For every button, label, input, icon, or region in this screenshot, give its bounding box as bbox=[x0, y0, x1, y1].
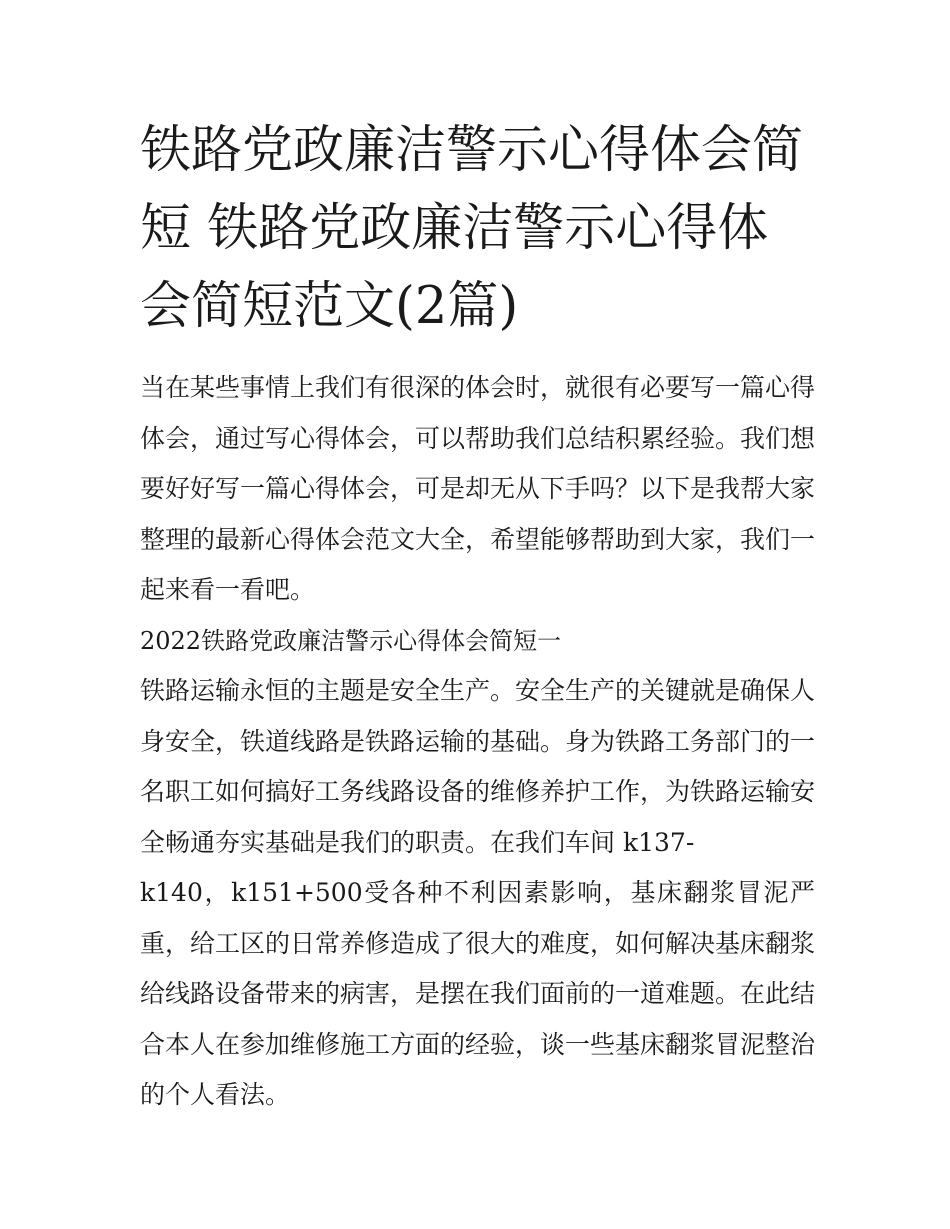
body-paragraph-1: 铁路运输永恒的主题是安全生产。安全生产的关键就是确保人身安全，铁道线路是铁路运输的基础。身为铁路工务部门的一名职工如何搞好工务线路设备的维修养护工作，为铁路运输安全畅通夯实基础是我们的职责。在我们车间 k137- bbox=[140, 676, 816, 857]
section-heading: 2022铁路党政廉洁警示心得体会简短一 bbox=[140, 626, 562, 655]
document-title: 铁路党政廉洁警示心得体会简短 铁路党政廉洁警示心得体会简短范文(2篇) bbox=[140, 121, 804, 336]
intro-paragraph: 当在某些事情上我们有很深的体会时，就很有必要写一篇心得体会，通过写心得体会，可以帮助我们总结积累经验。我们想要好好写一篇心得体会，可是却无从下手吗？以下是我帮大家整理的最新心得体会范文大全，希望能够帮助到大家，我们一起来看一看吧。 bbox=[140, 373, 816, 604]
body-paragraph-2: k140，k151+500受各种不利因素影响，基床翻浆冒泥严重，给工区的日常养修造成了很大的难度，如何解决基床翻浆给线路设备带来的病害，是摆在我们面前的一道难题。在此结合本人在参加维修施工方面的经验，谈一些基床翻浆冒泥整治的个人看法。 bbox=[140, 878, 816, 1109]
document-page bbox=[140, 112, 815, 1121]
